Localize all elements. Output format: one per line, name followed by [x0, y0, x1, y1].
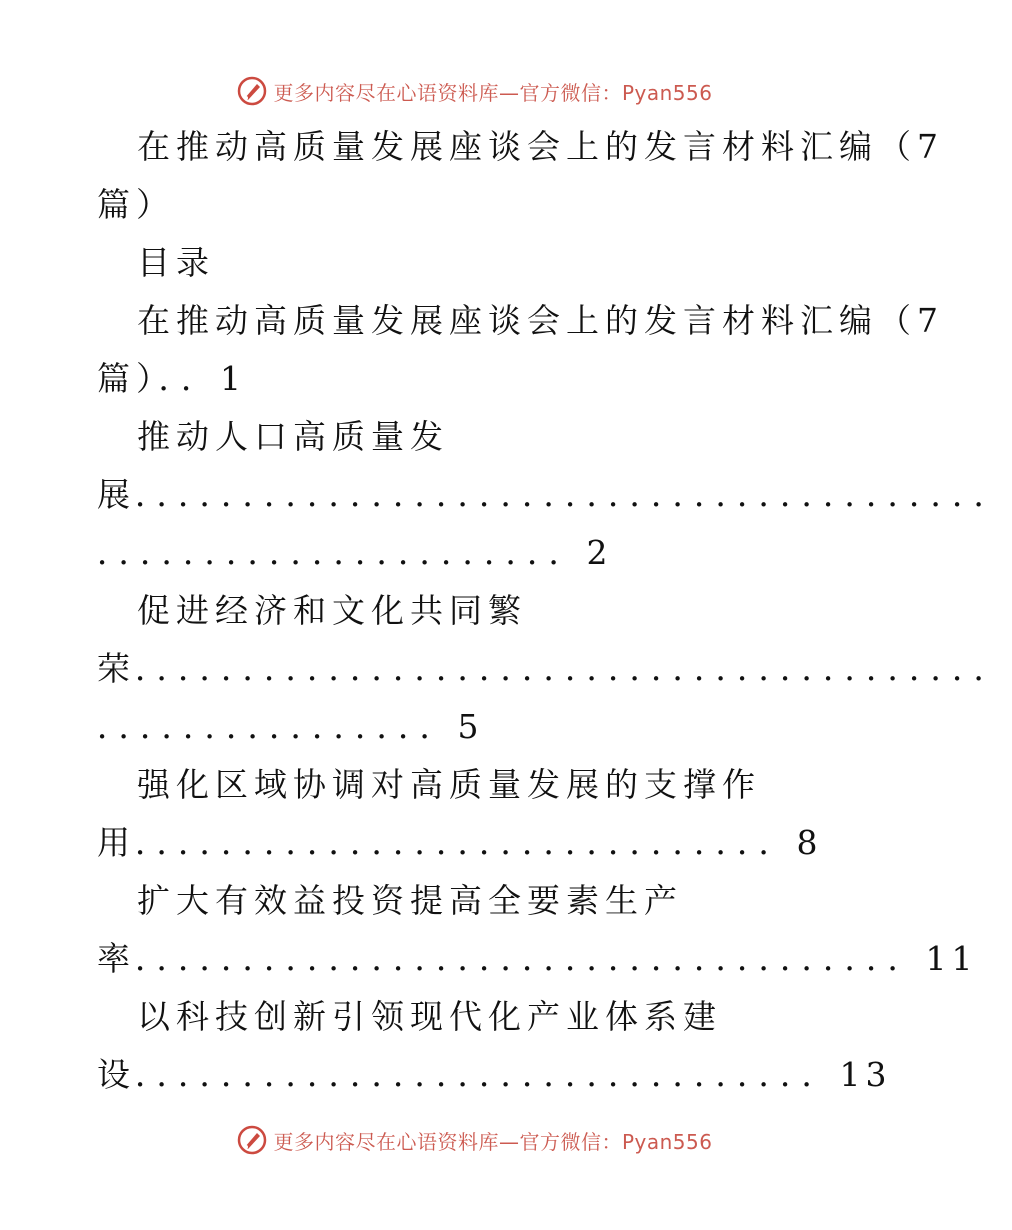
banner-text: 更多内容尽在心语资料库—官方微信：Pyan556 — [273, 1129, 713, 1154]
toc-entry-2-title[interactable]: 推动人口高质量发 — [137, 417, 449, 456]
document-body — [97, 118, 1012, 1104]
doc-title-line1: 在推动高质量发展座谈会上的发言材料汇编（7 — [137, 127, 944, 166]
toc-entry-4-page[interactable]: 用．．．．．．．．．．．．．．．．．．．．．．．．．．．．．．8 — [97, 823, 823, 862]
footer-watermark-banner — [0, 1120, 950, 1160]
toc-entry-6-title[interactable]: 以科技创新引领现代化产业体系建 — [137, 997, 722, 1036]
toc-entry-3-leader[interactable]: 荣．．．．．．．．．．．．．．．．．．．．．．．．．．．．．．．．．．．．．．．． — [97, 649, 1012, 688]
header-watermark-banner — [0, 71, 950, 111]
toc-entry-1-page[interactable]: 篇）．．1 — [97, 359, 247, 398]
toc-entry-1-title[interactable]: 在推动高质量发展座谈会上的发言材料汇编（7 — [137, 301, 944, 340]
toc-entry-4-title[interactable]: 强化区域协调对高质量发展的支撑作 — [137, 765, 761, 804]
toc-entry-5-page[interactable]: 率．．．．．．．．．．．．．．．．．．．．．．．．．．．．．．．．．．．．11 — [97, 939, 978, 978]
doc-title-line2: 篇） — [97, 185, 175, 224]
toc-entry-3-title[interactable]: 促进经济和文化共同繁 — [137, 591, 527, 630]
toc-entry-5-title[interactable]: 扩大有效益投资提高全要素生产 — [137, 881, 683, 920]
toc-entry-6-page[interactable]: 设．．．．．．．．．．．．．．．．．．．．．．．．．．．．．．．．13 — [97, 1055, 892, 1094]
toc-entry-2-leader[interactable]: 展．．．．．．．．．．．．．．．．．．．．．．．．．．．．．．．．．．．．．．．． — [97, 475, 1012, 514]
toc-heading: 目录 — [137, 243, 215, 282]
pen-logo-icon — [237, 76, 267, 106]
pen-logo-icon — [237, 1125, 267, 1155]
banner-text: 更多内容尽在心语资料库—官方微信：Pyan556 — [273, 80, 713, 105]
toc-entry-2-page[interactable]: ．．．．．．．．．．．．．．．．．．．．．．2 — [97, 533, 613, 572]
toc-entry-3-page[interactable]: ．．．．．．．．．．．．．．．．5 — [97, 707, 484, 746]
